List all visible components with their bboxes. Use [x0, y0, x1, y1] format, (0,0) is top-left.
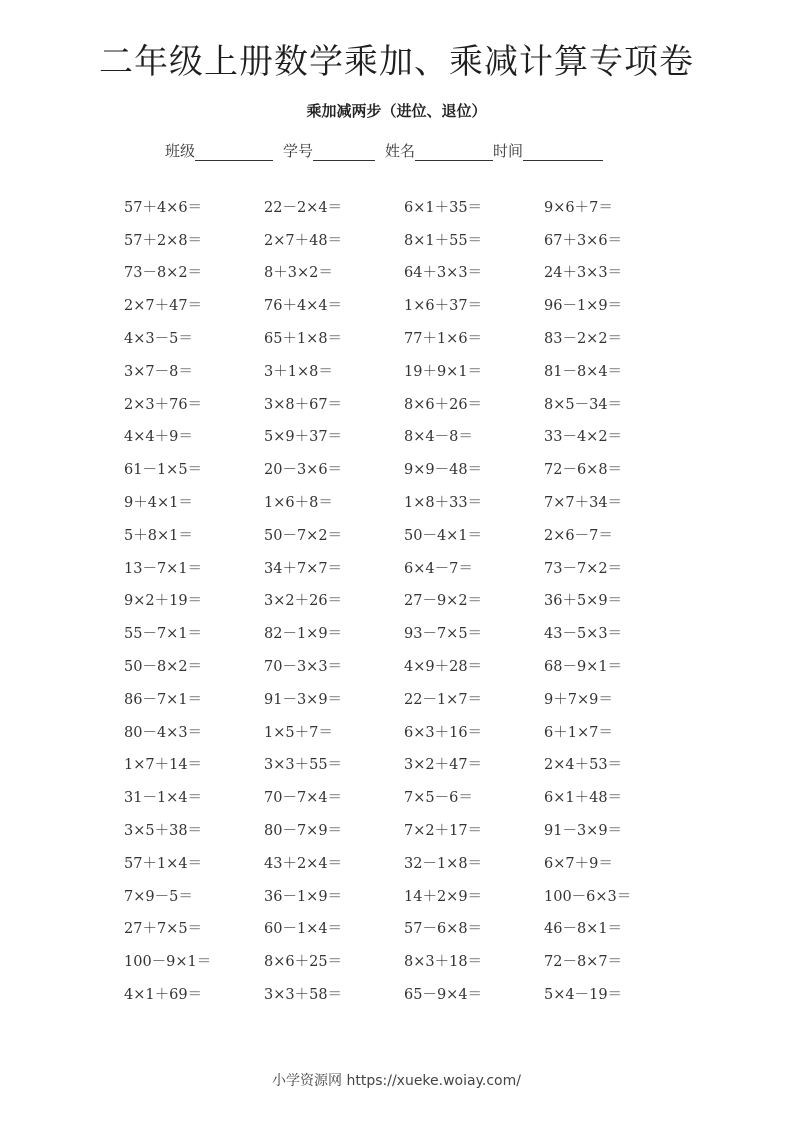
math-problem: 1×6＋37＝ [404, 298, 483, 315]
math-problem: 70－7×4＝ [264, 790, 343, 807]
math-problem: 7×2＋17＝ [404, 823, 483, 840]
math-problem: 9×2＋19＝ [124, 593, 203, 610]
math-problem: 6×7＋9＝ [544, 855, 613, 872]
math-problem: 80－4×3＝ [124, 724, 203, 741]
math-problem: 5×9＋37＝ [264, 429, 343, 446]
problem-row [124, 879, 684, 912]
math-problem: 73－8×2＝ [124, 265, 203, 282]
math-problem: 2×7＋48＝ [264, 232, 343, 249]
math-problem: 36＋5×9＝ [544, 593, 623, 610]
problem-row [124, 223, 684, 256]
math-problem: 34＋7×7＝ [264, 560, 343, 577]
math-problem: 57＋1×4＝ [124, 855, 203, 872]
math-problem: 6＋1×7＝ [544, 724, 613, 741]
math-problem: 91－3×9＝ [264, 691, 343, 708]
math-problem: 8×5－34＝ [544, 396, 623, 413]
math-problem: 72－6×8＝ [544, 462, 623, 479]
page-subtitle: 乘加减两步（进位、退位） [306, 102, 487, 120]
time-field [493, 140, 603, 161]
math-problem: 4×9＋28＝ [404, 659, 483, 676]
problem-row [124, 420, 684, 453]
math-problem: 14＋2×9＝ [404, 888, 483, 905]
math-problem: 77＋1×6＝ [404, 331, 483, 348]
time-label: 时间 [493, 142, 524, 160]
problem-row [124, 616, 684, 649]
math-problem: 43＋2×4＝ [264, 855, 343, 872]
problem-row [124, 649, 684, 682]
math-problem: 6×4－7＝ [404, 560, 473, 577]
math-problem: 86－7×1＝ [124, 691, 203, 708]
math-problem: 61－1×5＝ [124, 462, 203, 479]
math-problem: 81－8×4＝ [544, 363, 623, 380]
math-problem: 73－7×2＝ [544, 560, 623, 577]
problem-grid [124, 190, 684, 1010]
math-problem: 8×1＋55＝ [404, 232, 483, 249]
math-problem: 7×5－6＝ [404, 790, 473, 807]
math-problem: 8×3＋18＝ [404, 954, 483, 971]
math-problem: 2×4＋53＝ [544, 757, 623, 774]
problem-row [124, 485, 684, 518]
math-problem: 9＋7×9＝ [544, 691, 613, 708]
math-problem: 2×7＋47＝ [124, 298, 203, 315]
problem-row [124, 584, 684, 617]
math-problem: 100－9×1＝ [124, 954, 212, 971]
problem-row [124, 977, 684, 1010]
math-problem: 3×5＋38＝ [124, 823, 203, 840]
math-problem: 57＋2×8＝ [124, 232, 203, 249]
math-problem: 5×4－19＝ [544, 987, 623, 1004]
math-problem: 72－8×7＝ [544, 954, 623, 971]
problem-row [124, 944, 684, 977]
math-problem: 57－6×8＝ [404, 921, 483, 938]
math-problem: 91－3×9＝ [544, 823, 623, 840]
math-problem: 68－9×1＝ [544, 659, 623, 676]
number-field [283, 140, 385, 161]
name-label: 姓名 [385, 142, 416, 160]
math-problem: 9×9－48＝ [404, 462, 483, 479]
math-problem: 9＋4×1＝ [124, 495, 193, 512]
math-problem: 3×7－8＝ [124, 363, 193, 380]
problem-row [124, 813, 684, 846]
problem-row [124, 452, 684, 485]
math-problem: 6×1＋35＝ [404, 199, 483, 216]
math-problem: 33－4×2＝ [544, 429, 623, 446]
page-title: 二年级上册数学乘加、乘减计算专项卷 [99, 42, 694, 82]
math-problem: 24＋3×3＝ [544, 265, 623, 282]
math-problem: 3×2＋47＝ [404, 757, 483, 774]
math-problem: 1×8＋33＝ [404, 495, 483, 512]
math-problem: 27－9×2＝ [404, 593, 483, 610]
math-problem: 8＋3×2＝ [264, 265, 333, 282]
math-problem: 2×6－7＝ [544, 527, 613, 544]
math-problem: 31－1×4＝ [124, 790, 203, 807]
math-problem: 70－3×3＝ [264, 659, 343, 676]
footer-source: 小学资源网 https://xueke.woiay.com/ [272, 1073, 521, 1089]
number-label: 学号 [283, 142, 314, 160]
math-problem: 64＋3×3＝ [404, 265, 483, 282]
math-problem: 3＋1×8＝ [264, 363, 333, 380]
math-problem: 50－7×2＝ [264, 527, 343, 544]
math-problem: 6×1＋48＝ [544, 790, 623, 807]
math-problem: 22－2×4＝ [264, 199, 343, 216]
problem-row [124, 256, 684, 289]
math-problem: 65＋1×8＝ [264, 331, 343, 348]
class-label: 班级 [165, 142, 196, 160]
math-problem: 100－6×3＝ [544, 888, 632, 905]
problem-row [124, 190, 684, 223]
math-problem: 93－7×5＝ [404, 626, 483, 643]
math-problem: 5＋8×1＝ [124, 527, 193, 544]
math-problem: 50－4×1＝ [404, 527, 483, 544]
number-blank [313, 144, 375, 161]
math-problem: 65－9×4＝ [404, 987, 483, 1004]
problem-row [124, 321, 684, 354]
student-info-line [165, 140, 603, 161]
problem-row [124, 288, 684, 321]
problem-row [124, 912, 684, 945]
math-problem: 1×6＋8＝ [264, 495, 333, 512]
time-blank [523, 144, 603, 161]
math-problem: 3×3＋58＝ [264, 987, 343, 1004]
math-problem: 76＋4×4＝ [264, 298, 343, 315]
math-problem: 1×7＋14＝ [124, 757, 203, 774]
problem-row [124, 518, 684, 551]
math-problem: 4×4＋9＝ [124, 429, 193, 446]
math-problem: 43－5×3＝ [544, 626, 623, 643]
problem-row [124, 551, 684, 584]
math-problem: 55－7×1＝ [124, 626, 203, 643]
name-field [385, 140, 493, 161]
math-problem: 22－1×7＝ [404, 691, 483, 708]
math-problem: 6×3＋16＝ [404, 724, 483, 741]
problem-row [124, 682, 684, 715]
math-problem: 7×9－5＝ [124, 888, 193, 905]
math-problem: 13－7×1＝ [124, 560, 203, 577]
math-problem: 20－3×6＝ [264, 462, 343, 479]
class-blank [195, 144, 273, 161]
math-problem: 82－1×9＝ [264, 626, 343, 643]
math-problem: 27＋7×5＝ [124, 921, 203, 938]
problem-row [124, 748, 684, 781]
math-problem: 36－1×9＝ [264, 888, 343, 905]
math-problem: 50－8×2＝ [124, 659, 203, 676]
math-problem: 46－8×1＝ [544, 921, 623, 938]
math-problem: 9×6＋7＝ [544, 199, 613, 216]
math-problem: 96－1×9＝ [544, 298, 623, 315]
math-problem: 83－2×2＝ [544, 331, 623, 348]
math-problem: 32－1×8＝ [404, 855, 483, 872]
problem-row [124, 780, 684, 813]
math-problem: 3×3＋55＝ [264, 757, 343, 774]
math-problem: 4×1＋69＝ [124, 987, 203, 1004]
math-problem: 3×8＋67＝ [264, 396, 343, 413]
math-problem: 8×6＋25＝ [264, 954, 343, 971]
problem-row [124, 715, 684, 748]
math-problem: 3×2＋26＝ [264, 593, 343, 610]
math-problem: 60－1×4＝ [264, 921, 343, 938]
problem-row [124, 846, 684, 879]
name-blank [415, 144, 493, 161]
problem-row [124, 387, 684, 420]
math-problem: 1×5＋7＝ [264, 724, 333, 741]
math-problem: 7×7＋34＝ [544, 495, 623, 512]
math-problem: 67＋3×6＝ [544, 232, 623, 249]
math-problem: 8×6＋26＝ [404, 396, 483, 413]
math-problem: 4×3－5＝ [124, 331, 193, 348]
math-problem: 19＋9×1＝ [404, 363, 483, 380]
math-problem: 57＋4×6＝ [124, 199, 203, 216]
math-problem: 8×4－8＝ [404, 429, 473, 446]
math-problem: 80－7×9＝ [264, 823, 343, 840]
problem-row [124, 354, 684, 387]
class-field [165, 140, 283, 161]
math-problem: 2×3＋76＝ [124, 396, 203, 413]
